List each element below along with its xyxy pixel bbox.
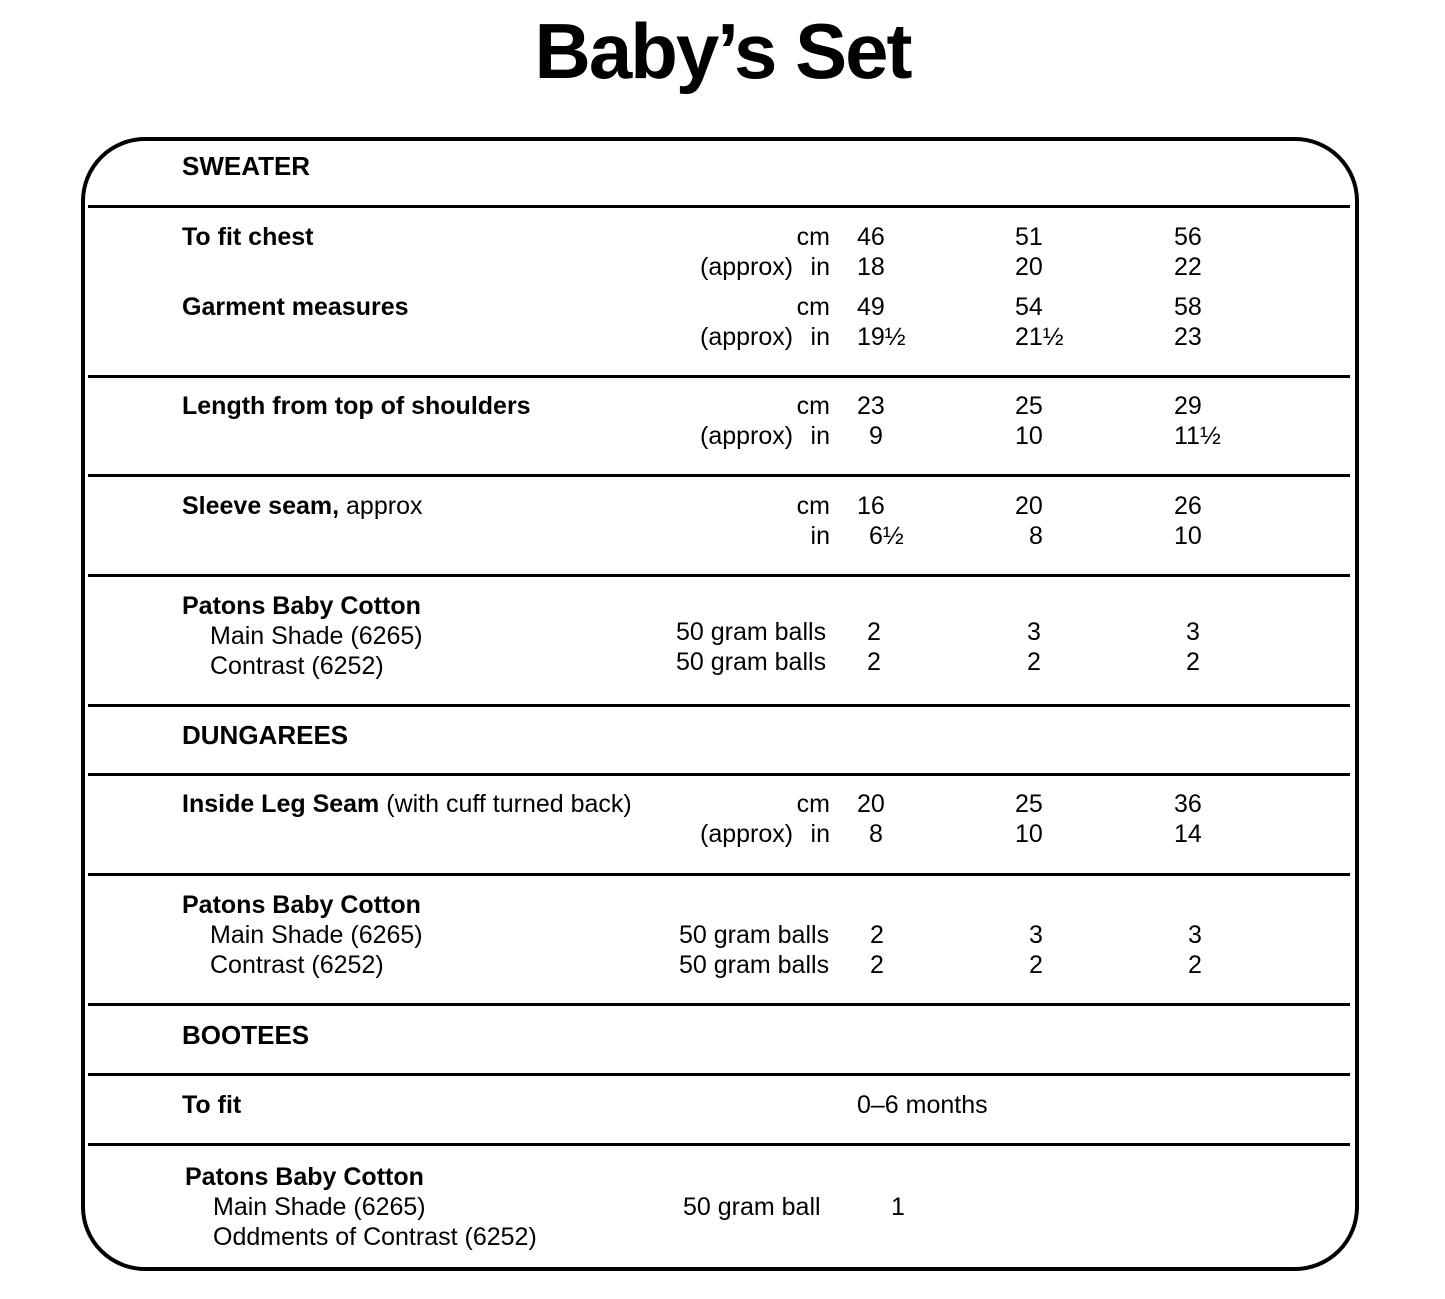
value-cell: 26 (1174, 492, 1202, 520)
unit-balls: 50 gram balls (676, 648, 827, 676)
value-cell: 56 (1174, 223, 1202, 251)
row-label-sleeve-suffix: approx (346, 492, 423, 520)
divider (88, 704, 1350, 707)
row-label-leg-suffix: (with cuff turned back) (386, 790, 632, 818)
value-cell: 2 (1188, 951, 1202, 979)
row-label-leg-main: Inside Leg Seam (182, 790, 380, 818)
value-cell: 20 (1015, 492, 1043, 520)
value-cell: 2 (867, 618, 881, 646)
section-heading-sweater: SWEATER (182, 151, 311, 181)
value-cell: 11½ (1174, 422, 1221, 450)
row-label-fit: To fit (182, 1091, 242, 1119)
unit-in: in (810, 422, 830, 450)
value-cell: 3 (1027, 618, 1041, 646)
divider (88, 375, 1350, 378)
value-cell: 16 (857, 492, 885, 520)
approx-note: (approx) (700, 422, 794, 450)
unit-balls: 50 gram ball (683, 1193, 821, 1221)
value-cell: 3 (1186, 618, 1200, 646)
value-cell: 25 (1015, 392, 1043, 420)
value-cell: 9 (869, 422, 883, 450)
unit-in: in (810, 820, 830, 848)
value-cell: 49 (857, 293, 885, 321)
value-cell: 14 (1174, 820, 1202, 848)
value-cell: 10 (1015, 422, 1043, 450)
row-label-sleeve (182, 491, 422, 521)
unit-in: in (810, 253, 830, 281)
divider (88, 873, 1350, 876)
contrast-label: Contrast (6252) (210, 652, 384, 680)
divider (88, 474, 1350, 477)
row-label-chest: To fit chest (182, 223, 314, 251)
value-cell: 18 (857, 253, 885, 281)
value-cell: 19½ (857, 323, 906, 351)
row-label-leg (182, 789, 632, 819)
value-cell: 21½ (1015, 323, 1064, 351)
value-cell: 2 (1186, 648, 1200, 676)
unit-cm: cm (796, 492, 830, 520)
value-cell: 46 (857, 223, 885, 251)
row-label-garment: Garment measures (182, 293, 409, 321)
row-label-length: Length from top of shoulders (182, 392, 531, 420)
yarn-label: Patons Baby Cotton (185, 1163, 424, 1191)
divider (88, 205, 1350, 208)
unit-cm: cm (796, 293, 830, 321)
approx-note: (approx) (700, 820, 794, 848)
approx-note: (approx) (700, 323, 794, 351)
value-cell: 22 (1174, 253, 1202, 281)
page-title: Baby’s Set (534, 7, 911, 95)
value-cell: 6½ (869, 522, 904, 550)
main-shade-label: Main Shade (6265) (210, 622, 423, 650)
yarn-label: Patons Baby Cotton (182, 891, 421, 919)
main-shade-label: Main Shade (6265) (210, 921, 423, 949)
unit-balls: 50 gram balls (679, 951, 830, 979)
yarn-label: Patons Baby Cotton (182, 592, 421, 620)
value-cell: 58 (1174, 293, 1202, 321)
unit-cm: cm (796, 392, 830, 420)
value-cell: 23 (1174, 323, 1202, 351)
value-cell: 3 (1188, 921, 1202, 949)
divider (88, 1143, 1350, 1146)
value-cell: 2 (867, 648, 881, 676)
unit-in: in (810, 522, 830, 550)
value-cell: 36 (1174, 790, 1202, 818)
unit-balls: 50 gram balls (676, 618, 827, 646)
value-cell: 2 (870, 951, 884, 979)
value-cell: 25 (1015, 790, 1043, 818)
divider (88, 773, 1350, 776)
divider (88, 574, 1350, 577)
unit-balls: 50 gram balls (679, 921, 830, 949)
value-cell: 10 (1015, 820, 1043, 848)
divider (88, 1003, 1350, 1006)
value-cell: 2 (1029, 951, 1043, 979)
value-cell: 54 (1015, 293, 1043, 321)
section-heading-dungarees: DUNGAREES (182, 720, 349, 750)
row-label-sleeve-main: Sleeve seam, (182, 492, 340, 520)
value-cell: 8 (1029, 522, 1043, 550)
value-cell: 20 (857, 790, 885, 818)
value-cell: 51 (1015, 223, 1043, 251)
unit-cm: cm (796, 223, 830, 251)
value-cell: 1 (891, 1193, 905, 1221)
value-cell: 29 (1174, 392, 1202, 420)
value-cell: 2 (1027, 648, 1041, 676)
value-cell: 0–6 months (857, 1091, 988, 1119)
contrast-label: Oddments of Contrast (6252) (213, 1223, 537, 1251)
section-heading-bootees: BOOTEES (182, 1020, 310, 1050)
contrast-label: Contrast (6252) (210, 951, 384, 979)
approx-note: (approx) (700, 253, 794, 281)
value-cell: 2 (870, 921, 884, 949)
value-cell: 20 (1015, 253, 1043, 281)
value-cell: 8 (869, 820, 883, 848)
value-cell: 10 (1174, 522, 1202, 550)
value-cell: 3 (1029, 921, 1043, 949)
unit-cm: cm (796, 790, 830, 818)
main-shade-label: Main Shade (6265) (213, 1193, 426, 1221)
unit-in: in (810, 323, 830, 351)
value-cell: 23 (857, 392, 885, 420)
divider (88, 1073, 1350, 1076)
